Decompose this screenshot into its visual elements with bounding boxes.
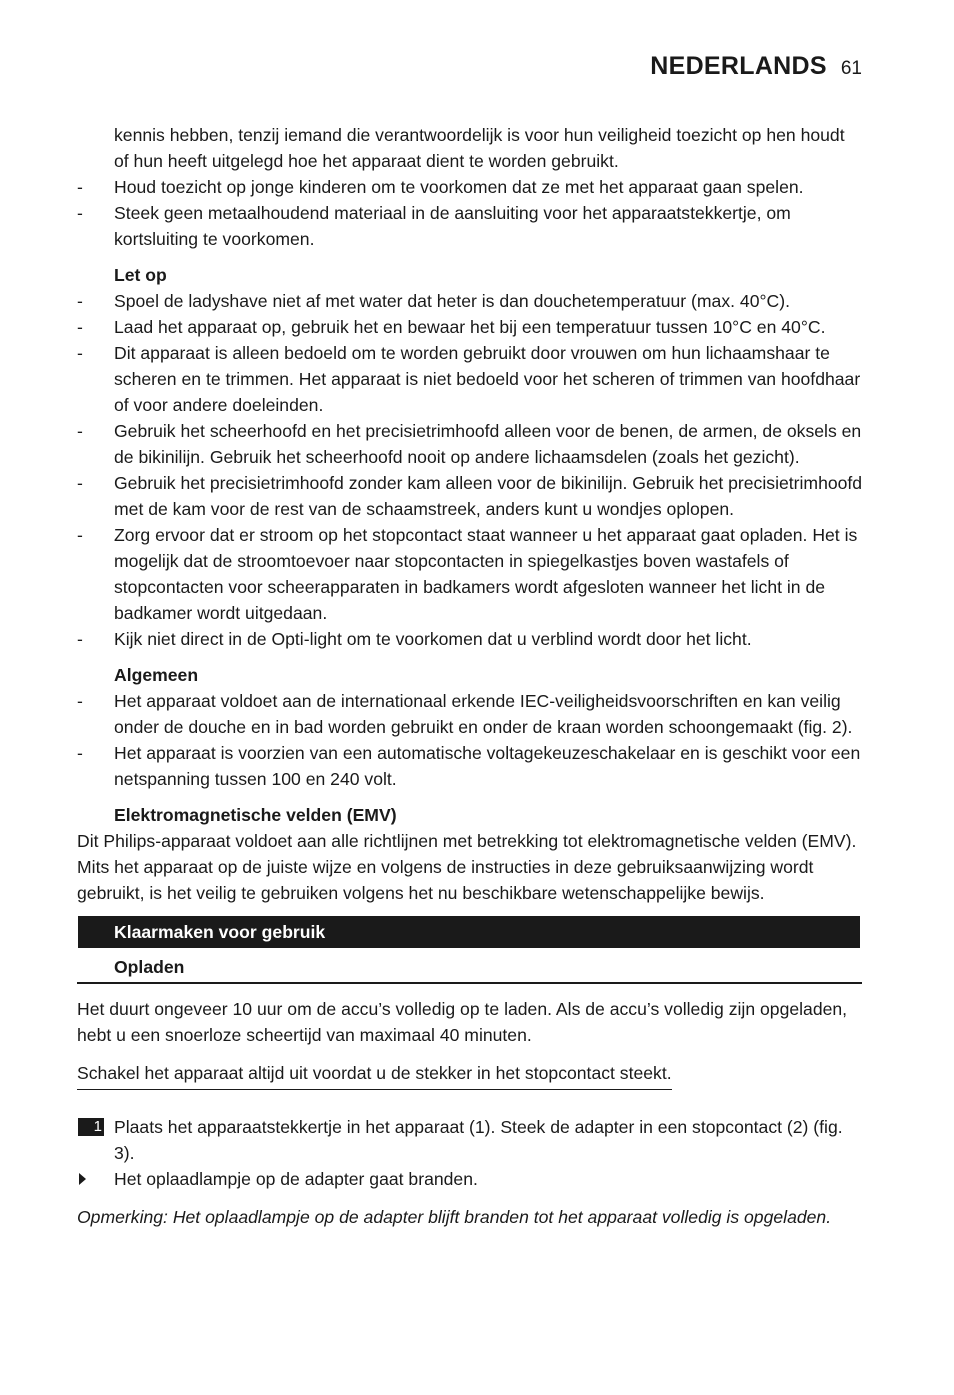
bullet-dash: - xyxy=(77,203,83,223)
list-item xyxy=(77,688,863,740)
list-item xyxy=(77,200,863,252)
list-item-text: Het apparaat voldoet aan de internationaal erkende IEC-veiligheidsvoorschriften en kan veilig onder de douche en in bad worden gebruikt en onder de kraan worden schoongemaakt (fig. 2). xyxy=(114,691,853,737)
list-item xyxy=(77,522,863,626)
opladen-paragraph: Het duurt ongeveer 10 uur om de accu’s volledig op te laden. Als de accu’s volledig zijn opgeladen, hebt u een snoerloze scheertijd van maximaal 40 minuten. xyxy=(77,999,848,1045)
result-item xyxy=(77,1166,863,1192)
list-item-text: Houd toezicht op jonge kinderen om te voorkomen dat ze met het apparaat gaan spelen. xyxy=(114,177,804,197)
bullet-dash: - xyxy=(77,421,83,441)
page-header xyxy=(650,52,862,81)
language-title: NEDERLANDS xyxy=(650,52,827,80)
warning-text: Schakel het apparaat altijd uit voordat u de stekker in het stopcontact steekt. xyxy=(77,1060,672,1090)
algemeen-heading: Algemeen xyxy=(114,665,199,685)
bullet-dash: - xyxy=(77,317,83,337)
list-item xyxy=(77,340,863,418)
step-item xyxy=(77,1114,863,1166)
page-number: 61 xyxy=(840,58,862,79)
opladen-heading: Opladen xyxy=(77,954,862,984)
list-item-text: Dit apparaat is alleen bedoeld om te worden gebruikt door vrouwen om hun lichaamshaar te scheren en te trimmen. Het apparaat is niet bedoeld voor het scheren of trimmen van hoofdhaar of voor andere doeleinden. xyxy=(114,343,861,415)
bullet-dash: - xyxy=(77,291,83,311)
list-item-text: Steek geen metaalhoudend materiaal in de aansluiting voor het apparaatstekkertje, om kortsluiting te voorkomen. xyxy=(114,203,791,249)
warning-block xyxy=(77,1060,863,1090)
list-item xyxy=(77,418,863,470)
result-arrow-icon xyxy=(79,1173,86,1185)
bullet-dash: - xyxy=(77,177,83,197)
list-item xyxy=(77,740,863,792)
list-item xyxy=(77,288,863,314)
list-item-text: Laad het apparaat op, gebruik het en bewaar het bij een temperatuur tussen 10°C en 40°C. xyxy=(114,317,826,337)
list-item xyxy=(77,174,863,200)
intro-continuation: kennis hebben, tenzij iemand die verantwoordelijk is voor hun veiligheid toezicht op hen houdt of hun heeft uitgelegd hoe het apparaat dient te worden gebruikt. xyxy=(114,125,845,171)
step-number-badge: 1 xyxy=(78,1118,104,1136)
bullet-dash: - xyxy=(77,525,83,545)
list-item-text: Gebruik het precisietrimhoofd zonder kam alleen voor de bikinilijn. Gebruik het precisietrimhoofd met de kam voor de rest van de schaamstreek, anders kunt u wondjes oplopen. xyxy=(114,473,863,519)
list-item-text: Zorg ervoor dat er stroom op het stopcontact staat wanneer u het apparaat gaat opladen. Het is mogelijk dat de stroomtoevoer naar stopcontacten in spiegelkastjes boven wastafels of stopcontacten voor scheerapparaten in badkamers wordt afgesloten wanneer het licht in de badkamer wordt uitgedaan. xyxy=(114,525,858,623)
emv-heading: Elektromagnetische velden (EMV) xyxy=(114,805,397,825)
step-text: Plaats het apparaatstekkertje in het apparaat (1). Steek de adapter in een stopcontact (2) (fig. 3). xyxy=(114,1117,843,1163)
result-text: Het oplaadlampje op de adapter gaat branden. xyxy=(114,1169,478,1189)
list-item xyxy=(77,314,863,340)
note-text: Opmerking: Het oplaadlampje op de adapter blijft branden tot het apparaat volledig is opgeladen. xyxy=(77,1207,832,1227)
bullet-dash: - xyxy=(77,343,83,363)
bullet-dash: - xyxy=(77,473,83,493)
list-item-text: Het apparaat is voorzien van een automatische voltagekeuzeschakelaar en is geschikt voor een netspanning tussen 100 en 240 volt. xyxy=(114,743,861,789)
list-item-text: Kijk niet direct in de Opti-light om te voorkomen dat u verblind wordt door het licht. xyxy=(114,629,752,649)
list-item xyxy=(77,470,863,522)
bullet-dash: - xyxy=(77,629,83,649)
bullet-dash: - xyxy=(77,691,83,711)
page-content xyxy=(77,122,863,1230)
emv-paragraph: Dit Philips-apparaat voldoet aan alle richtlijnen met betrekking tot elektromagnetische velden (EMV). Mits het apparaat op de juiste wijze en volgens de instructies in deze gebruiksaanwijzing wordt gebruikt, is het veilig te gebruiken volgens het nu beschikbare wetenschappelijke bewijs. xyxy=(77,831,857,903)
list-item-text: Gebruik het scheerhoofd en het precisietrimhoofd alleen voor de benen, de armen, de oksels en de bikinilijn. Gebruik het scheerhoofd nooit op andere lichaamsdelen (zoals het gezicht). xyxy=(114,421,862,467)
list-item xyxy=(77,626,863,652)
let-op-heading: Let op xyxy=(114,265,167,285)
list-item-text: Spoel de ladyshave niet af met water dat heter is dan douchetemperatuur (max. 40°C). xyxy=(114,291,790,311)
bullet-dash: - xyxy=(77,743,83,763)
section-title-bar: Klaarmaken voor gebruik xyxy=(78,916,860,948)
